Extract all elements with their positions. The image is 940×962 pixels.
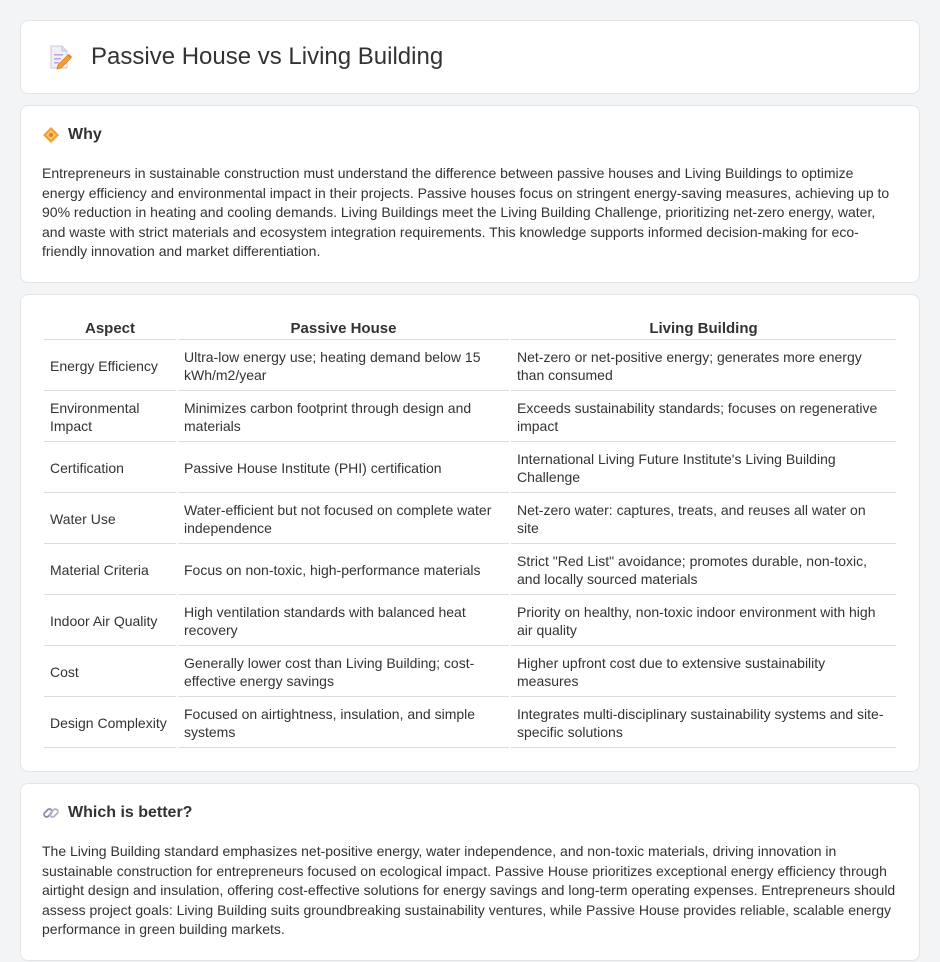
passive-house-cell: Generally lower cost than Living Building; cost-effective energy savings [178, 648, 509, 697]
title-card [20, 20, 920, 94]
table-row [44, 444, 896, 493]
living-building-cell: Net-zero water: captures, treats, and reuses all water on site [511, 495, 896, 544]
puzzle-diamond-icon [42, 126, 60, 144]
why-text: Entrepreneurs in sustainable construction must understand the difference between passive houses and Living Buildings to optimize energy efficiency and environmental impact in their projects. Passive houses focus on stringent energy-saving measures, achieving up to 90% reduction in heating and cooling demands. Living Buildings meet the Living Building Challenge, prioritizing net-zero energy, water, and waste with strict materials and ecosystem integration requirements. This knowledge supports informed decision-making for eco-friendly innovation and market differentiation. [42, 165, 890, 260]
passive-house-cell: Water-efficient but not focused on complete water independence [178, 495, 509, 544]
table-row [44, 648, 896, 697]
table-header-row [44, 317, 896, 340]
passive-house-cell: Focused on airtightness, insulation, and simple systems [178, 699, 509, 748]
better-heading: Which is better? [68, 803, 193, 821]
page-title: Passive House vs Living Building [91, 43, 444, 70]
why-section [20, 105, 920, 283]
table-row [44, 495, 896, 544]
table-row [44, 342, 896, 391]
living-building-cell: Integrates multi-disciplinary sustainability systems and site-specific solutions [511, 699, 896, 748]
column-header-passive-house: Passive House [178, 317, 509, 340]
living-building-cell: Higher upfront cost due to extensive sustainability measures [511, 648, 896, 697]
passive-house-cell: Minimizes carbon footprint through design and materials [178, 393, 509, 442]
why-heading-row [42, 126, 898, 144]
aspect-cell: Water Use [44, 495, 176, 544]
living-building-cell: Exceeds sustainability standards; focuses on regenerative impact [511, 393, 896, 442]
table-row [44, 393, 896, 442]
aspect-cell: Design Complexity [44, 699, 176, 748]
living-building-cell: Net-zero or net-positive energy; generates more energy than consumed [511, 342, 896, 391]
aspect-cell: Energy Efficiency [44, 342, 176, 391]
why-heading: Why [68, 126, 102, 143]
comparison-card [20, 294, 920, 772]
better-heading-row [42, 804, 898, 822]
aspect-cell: Certification [44, 444, 176, 493]
passive-house-cell: Passive House Institute (PHI) certification [178, 444, 509, 493]
passive-house-cell: Ultra-low energy use; heating demand below 15 kWh/m2/year [178, 342, 509, 391]
aspect-cell: Cost [44, 648, 176, 697]
column-header-living-building: Living Building [511, 317, 896, 340]
aspect-cell: Indoor Air Quality [44, 597, 176, 646]
aspect-cell: Environmental Impact [44, 393, 176, 442]
living-building-cell: Strict "Red List" avoidance; promotes durable, non-toxic, and locally sourced materials [511, 546, 896, 595]
table-row [44, 597, 896, 646]
living-building-cell: International Living Future Institute's Living Building Challenge [511, 444, 896, 493]
table-row [44, 546, 896, 595]
which-is-better-section [20, 783, 920, 961]
comparison-table [42, 315, 898, 750]
link-icon [42, 804, 60, 822]
better-text: The Living Building standard emphasizes net-positive energy, water independence, and non-toxic materials, driving innovation in sustainable construction for entrepreneurs focused on ecological impact. Passive House prioritizes exceptional energy efficiency through airtight design and insulation, offering cost-effective solutions for energy savings and long-term operating expenses. Entrepreneurs should assess project goals: Living Building suits groundbreaking sustainability ventures, while Passive House provides reliable, scalable energy performance in green building markets. [42, 842, 896, 938]
column-header-aspect: Aspect [44, 317, 176, 340]
passive-house-cell: Focus on non-toxic, high-performance materials [178, 546, 509, 595]
document-pen-icon [43, 41, 75, 73]
passive-house-cell: High ventilation standards with balanced heat recovery [178, 597, 509, 646]
table-row [44, 699, 896, 748]
aspect-cell: Material Criteria [44, 546, 176, 595]
living-building-cell: Priority on healthy, non-toxic indoor environment with high air quality [511, 597, 896, 646]
